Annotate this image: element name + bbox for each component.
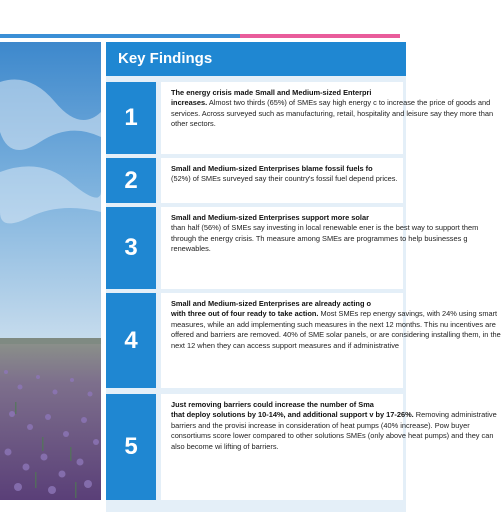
panel-header — [106, 42, 406, 76]
finding-text — [161, 207, 479, 289]
finding-lead-continued: that deploy solutions by 10-14%, and additional support v by 17-26%. — [171, 410, 414, 420]
finding-text — [161, 82, 494, 154]
finding-row — [106, 207, 479, 289]
panel-title: Key Findings — [118, 50, 213, 67]
finding-text — [161, 394, 497, 500]
finding-body: Almost two thirds (65%) of SMEs say high energy c to increase the price of goods and services. Across surveyed such as manufacturing, retail, hospitality and leisure say they more than other sectors. — [171, 98, 494, 129]
finding-paragraph — [161, 293, 501, 351]
finding-number: 2 — [106, 158, 156, 203]
finding-lead: Small and Medium-sized Enterprises are already acting o — [171, 299, 372, 308]
finding-body: Most SMEs rep energy savings, with 24% using smart measures, while an add implementing such measures in the next 12 months. This nu incentives are offered and barriers are removed. 40% of SME solar panels, or are considering installing them, in the next 12 when they can access support measures and if administrative — [171, 309, 501, 350]
accent-bar-blue — [0, 34, 240, 38]
finding-number: 5 — [106, 394, 156, 500]
finding-paragraph — [161, 394, 501, 452]
finding-lead: Small and Medium-sized Enterprises support more solar — [171, 213, 369, 222]
finding-lead: The energy crisis made Small and Medium-sized Enterpri — [171, 88, 372, 97]
photo-illustration — [0, 42, 101, 500]
finding-body: than half (56%) of SMEs say investing in local renewable ener is the best way to support them through the energy crisis. Th measure among SMEs are programmes to help businesses g renewables. — [171, 223, 479, 254]
finding-row — [106, 82, 494, 154]
finding-text — [161, 293, 501, 388]
key-findings-panel — [106, 42, 501, 512]
finding-row — [106, 293, 501, 388]
finding-row — [106, 394, 497, 500]
finding-body: (52%) of SMEs surveyed say their country's fossil fuel depend prices. — [171, 174, 398, 184]
finding-row — [106, 158, 406, 203]
lavender-field-photo — [0, 42, 101, 500]
finding-lead: Small and Medium-sized Enterprises blame fossil fuels fo — [171, 164, 373, 173]
finding-text — [161, 158, 403, 203]
finding-lead: Just removing barriers could increase the number of Sma — [171, 400, 374, 409]
finding-number: 3 — [106, 207, 156, 289]
finding-paragraph — [161, 207, 501, 255]
top-accent-bar — [0, 34, 400, 38]
accent-bar-pink — [240, 34, 400, 38]
finding-lead-continued: with three out of four ready to take action. — [171, 309, 319, 319]
finding-paragraph — [161, 158, 501, 185]
finding-number: 4 — [106, 293, 156, 388]
finding-paragraph — [161, 82, 501, 130]
finding-lead-continued: increases. — [171, 98, 208, 108]
finding-number: 1 — [106, 82, 156, 154]
finding-body: Removing administrative barriers and the provisi increase in consideration of heat pumps (40% increase). Pow buyer consortiums score lower compared to other solutions SMEs (only above heat pumps) and they can also become wi lifting of barriers. — [171, 410, 497, 451]
